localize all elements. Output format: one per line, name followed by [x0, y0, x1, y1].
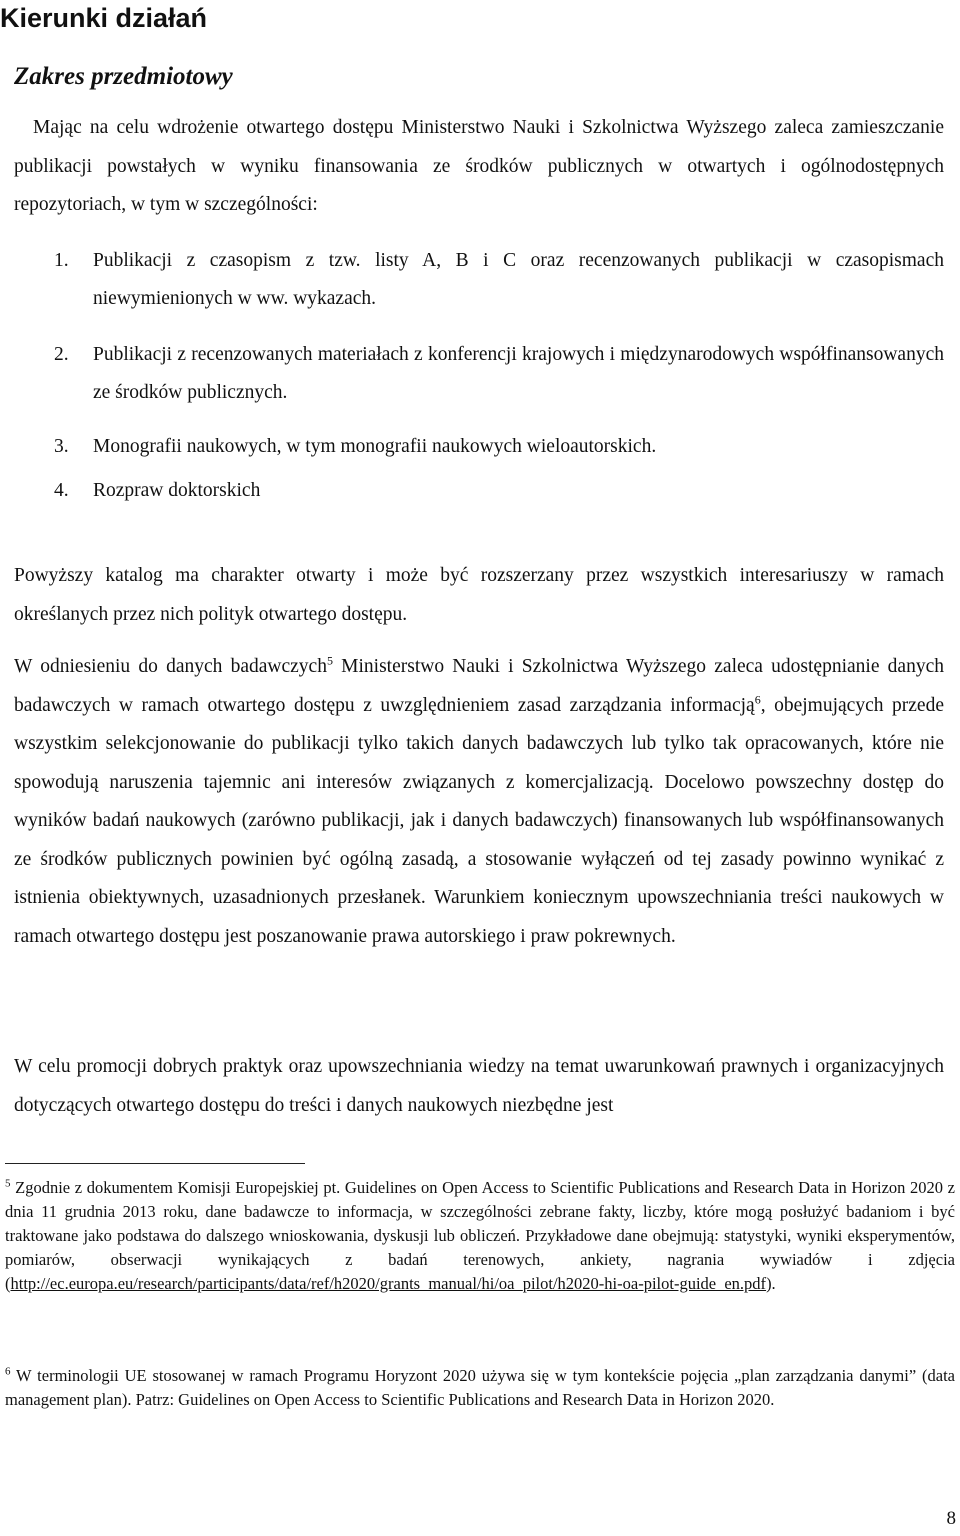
footnote-6: $^6$ W terminologii UE stosowanej w ramach Programu Horyzont 2020 używa się w tym kontekście pojęcia „plan zarządzania danymi” (data management plan). Patrz: Guidelines on Open Access to Scientific Publications and Research Data in Horizon 2020.	[5, 1365, 955, 1409]
list-text: Publikacji z recenzowanych materiałach z konferencji krajowych i międzynarodowych współfinansowanych ze środków publicznych.	[93, 344, 944, 403]
list-text: Monografii naukowych, w tym monografii naukowych wieloautorskich.	[93, 436, 657, 457]
list-item	[14, 242, 944, 318]
list-item	[14, 428, 944, 466]
footnote-number: 5	[5, 1177, 11, 1190]
page-heading: Kierunki działań	[0, 3, 208, 33]
footnote-ref-5[interactable]: 5	[326, 653, 333, 668]
intro-paragraph: Mając na celu wdrożenie otwartego dostępu Ministerstwo Nauki i Szkolnictwa Wyższego zaleca zamieszczanie publikacji powstałych w wyniku finansowania ze środków publicznych w otwartych i ogólnodostępnych repozytoriach, w tym w szczególności:	[14, 117, 944, 215]
promotion-paragraph: W celu promocji dobrych praktyk oraz upowszechniania wiedzy na temat uwarunkowań prawnych i organizacyjnych dotyczących otwartego dostępu do treści i danych naukowych niezbędne jest	[14, 1056, 944, 1116]
list-item	[14, 472, 944, 510]
footnote-link[interactable]: http://ec.europa.eu/research/participants/data/ref/h2020/grants_manual/hi/oa_pilot/h2020-hi-oa-pilot-guide_en.pdf	[10, 1274, 767, 1293]
footnote-ref-6[interactable]: 6	[754, 692, 761, 706]
catalog-paragraph: Powyższy katalog ma charakter otwarty i może być rozszerzany przez wszystkich interesariuszy w ramach określanych przez nich polityk otwartego dostępu.	[14, 565, 944, 625]
list-number: 4.	[54, 480, 69, 501]
list-number: 2.	[54, 344, 69, 365]
publication-list	[14, 242, 944, 510]
footnote-5: $^5$ Zgodnie z dokumentem Komisji Europejskiej pt. Guidelines on Open Access to Scientific Publications and Research Data in Horizon 2020 z dnia 11 grudnia 2013 roku, dane badawcze to informacja, w szczególności zebrane fakty, liczby, które mogą posłużyć badaniom i być traktowane jako podstawa do dalszego wnioskowania, dyskusji lub obliczeń. Przykładowe dane obejmują: statystyki, wyniki eksperymentów, pomiarów, obserwacji wynikających z badań terenowych, ankiety, nagrania wywiadów i zdjęcia (http://ec.europa.eu/research/participants/data/ref/h2020/grants_manual/hi/oa_pilot/h2020-hi-oa-pilot-guide_en.pdf).	[5, 1177, 955, 1293]
footnote-number: 6	[5, 1365, 11, 1378]
list-text: Publikacji z czasopism z tzw. listy A, B i C oraz recenzowanych publikacji w czasopismach niewymienionych w ww. wykazach.	[93, 250, 944, 309]
section-subheading: Zakres przedmiotowy	[14, 63, 233, 90]
list-item	[14, 336, 944, 412]
research-data-paragraph: W odniesieniu do danych badawczych$^5$ Ministerstwo Nauki i Szkolnictwa Wyższego zaleca udostępnianie danych badawczych w ramach otwartego dostępu z uwzględnieniem zasad zarządzania informacją$^6$, obejmujących przede wszystkim selekcjonowanie do publikacji tylko takich danych badawczych lub tylko tak opracowanych, które nie spowodują naruszenia tajemnic ani interesów związanych z komercjalizacją. Docelowo powszechny dostęp do wyników badań naukowych (zarówno publikacji, jak i danych badawczych) finansowanych lub współfinansowanych ze środków publicznych powinien być ogólną zasadą, a stosowanie wyłączeń od tej zasady powinno wynikać z istnienia obiektywnych, uzasadnionych przesłanek. Warunkiem koniecznym upowszechniania treści naukowych w ramach otwartego dostępu jest poszanowanie prawa autorskiego i praw pokrewnych.	[14, 653, 944, 947]
list-number: 1.	[54, 250, 69, 271]
page-number: 8	[946, 1508, 956, 1529]
list-text: Rozpraw doktorskich	[93, 480, 261, 501]
list-number: 3.	[54, 436, 69, 457]
footnote-separator	[5, 1163, 305, 1164]
